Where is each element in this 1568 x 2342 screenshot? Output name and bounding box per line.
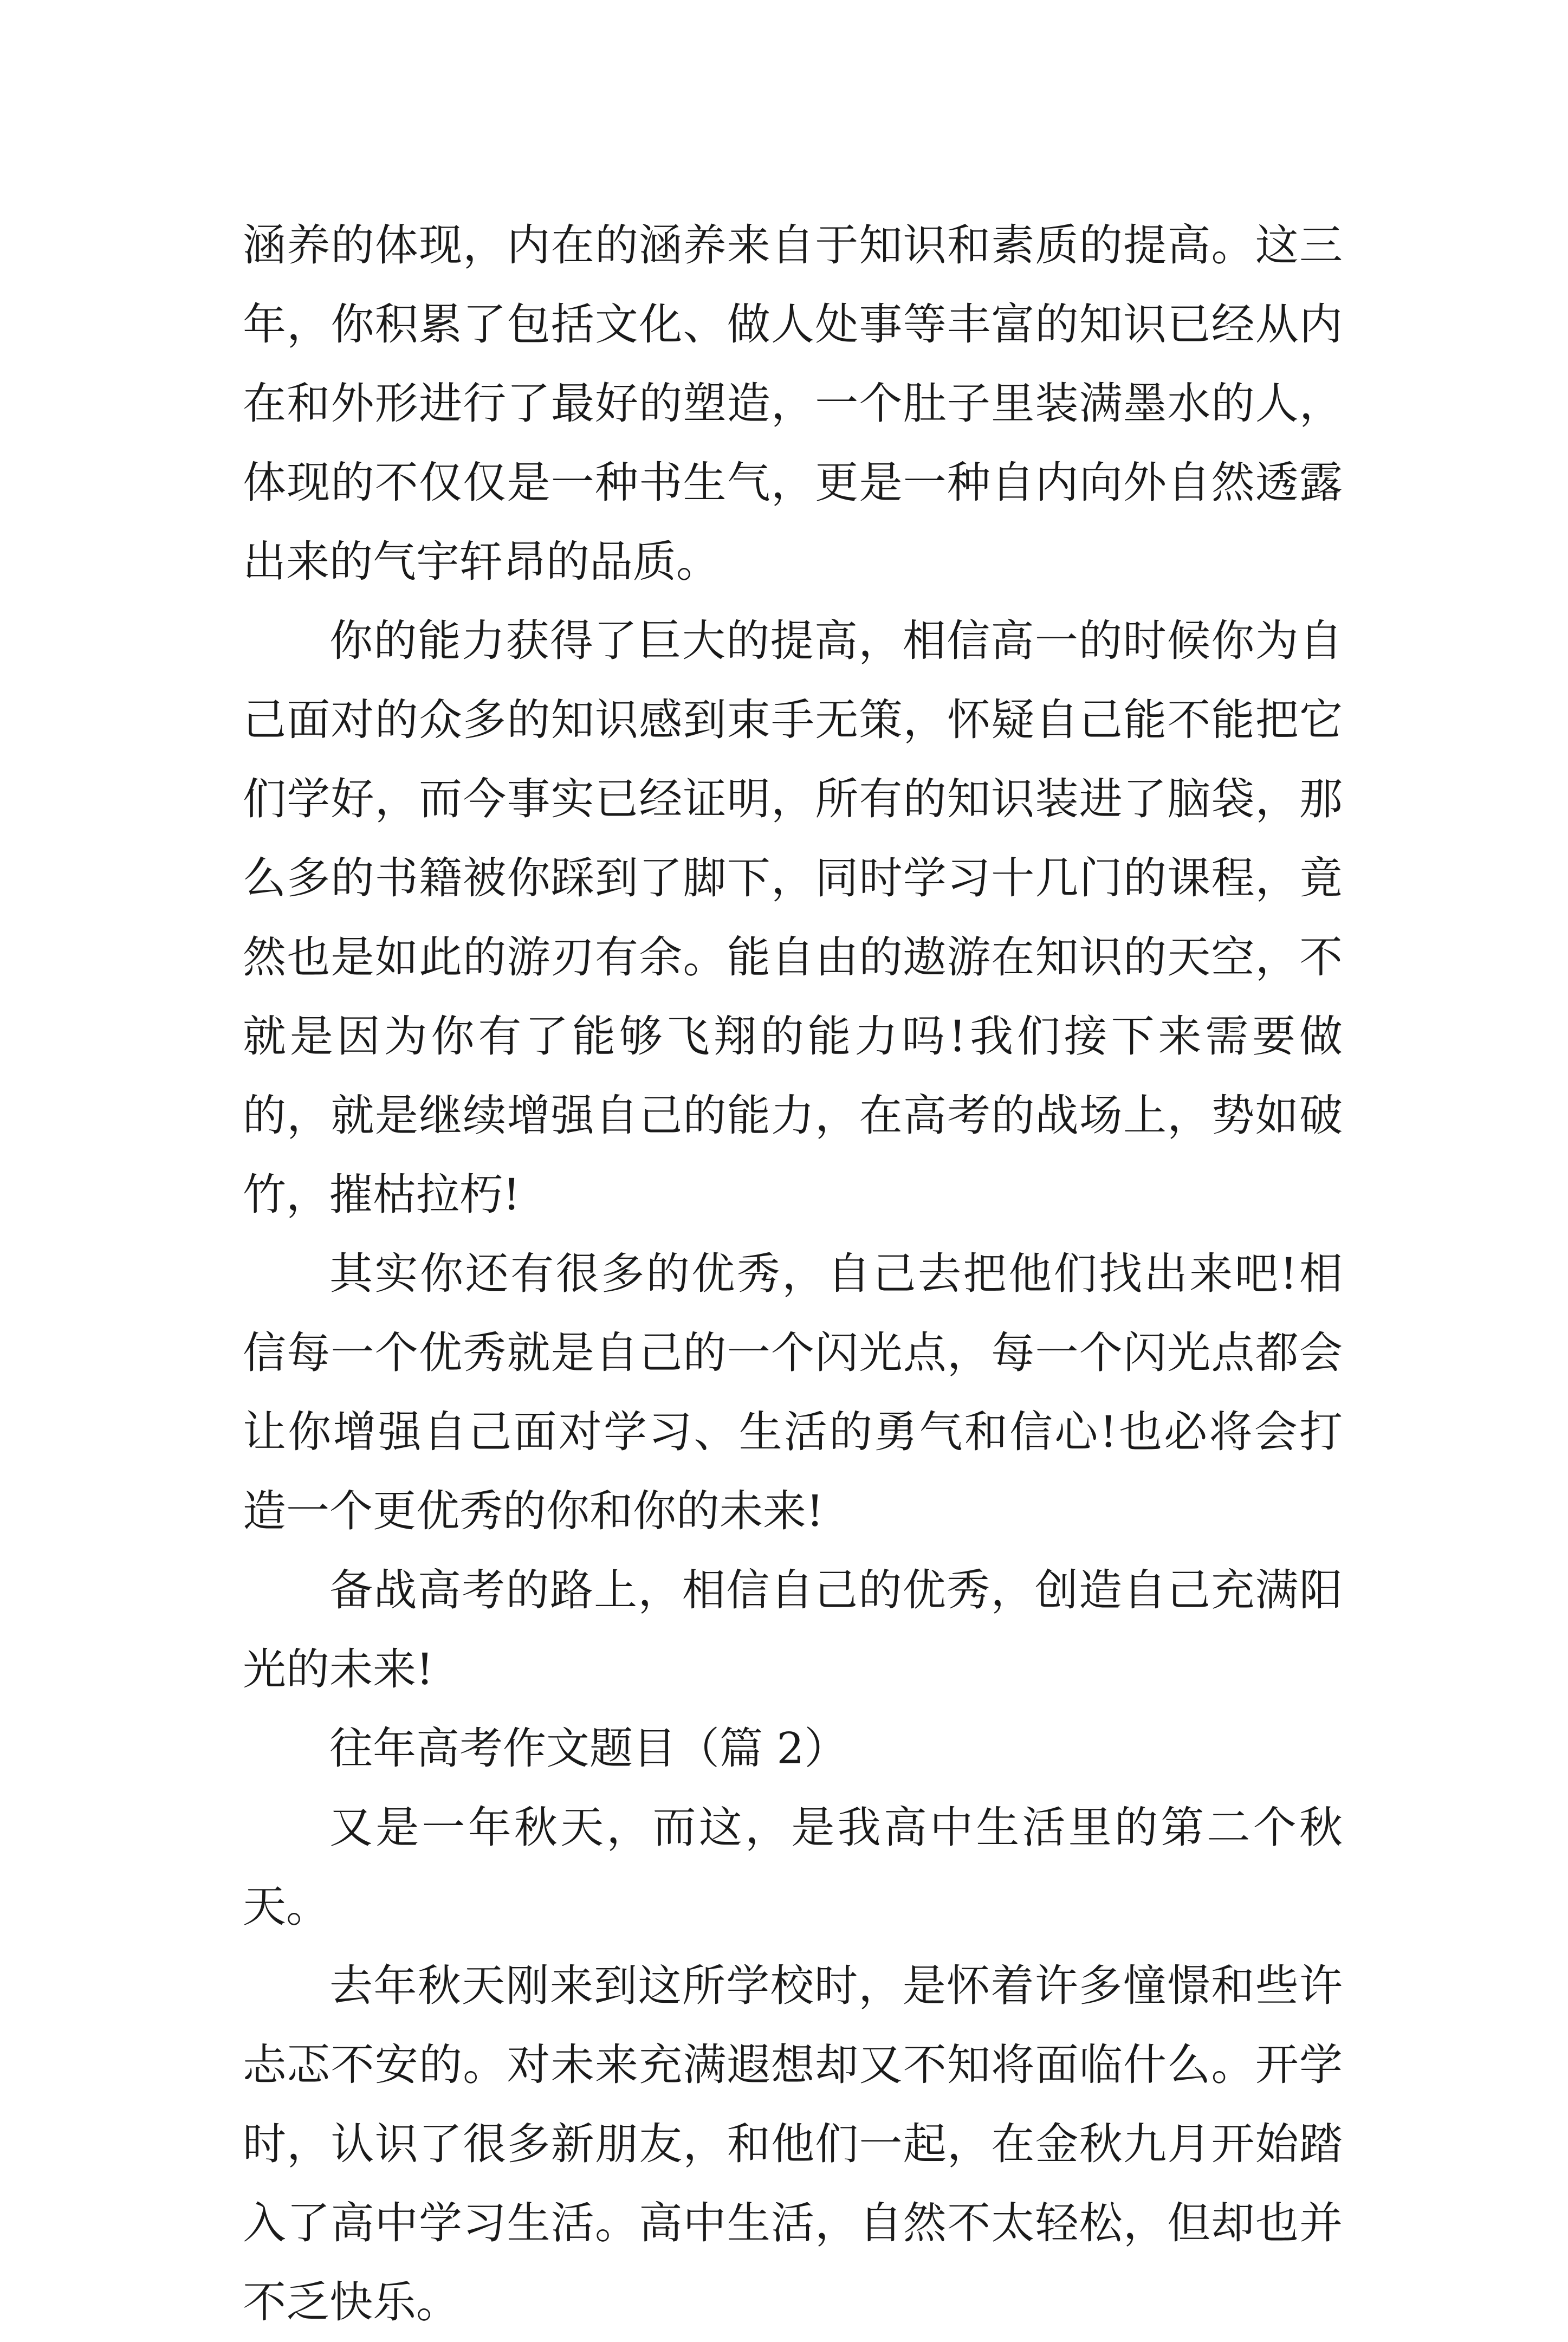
section-heading: 往年高考作文题目（篇 2） <box>329 1723 848 1774</box>
paragraph-ability: 你的能力获得了巨大的提高，相信高一的时候你为自己面对的众多的知识感到束手无策，怀疑自己能不能把它们学好，而今事实已经证明，所有的知识装进了脑袋，那么多的书籍被你踩到了脚下，同时学习十几门的课程，竟然也是如此的游刃有余。能自由的遨游在知识的天空，不就是因为你有了能够飞翔的能力吗!我们接下来需要做的，就是继续增强自己的能力，在高考的战场上，势如破竹，摧枯拉朽! <box>243 616 1343 1220</box>
paragraph-autumn: 又是一年秋天，而这，是我高中生活里的第二个秋天。 <box>243 1802 1343 1932</box>
document-body <box>243 206 1343 2342</box>
paragraph-continued: 涵养的体现，内在的涵养来自于知识和素质的提高。这三年，你积累了包括文化、做人处事等丰富的知识已经从内在和外形进行了最好的塑造，一个肚子里装满墨水的人，体现的不仅仅是一种书生气，更是一种自内向外自然透露出来的气宇轩昂的品质。 <box>243 220 1343 587</box>
paragraph-excellence: 其实你还有很多的优秀，自己去把他们找出来吧!相信每一个优秀就是自己的一个闪光点，每一个闪光点都会让你增强自己面对学习、生活的勇气和信心!也必将会打造一个更优秀的你和你的未来! <box>243 1248 1343 1536</box>
paragraph-future: 备战高考的路上，相信自己的优秀，创造自己充满阳光的未来! <box>243 1565 1343 1694</box>
paragraph-school-start: 去年秋天刚来到这所学校时，是怀着许多憧憬和些许忐忑不安的。对未来充满遐想却又不知将面临什么。开学时，认识了很多新朋友，和他们一起，在金秋九月开始踏入了高中学习生活。高中生活，自然不太轻松，但却也并不乏快乐。 <box>243 1961 1343 2327</box>
